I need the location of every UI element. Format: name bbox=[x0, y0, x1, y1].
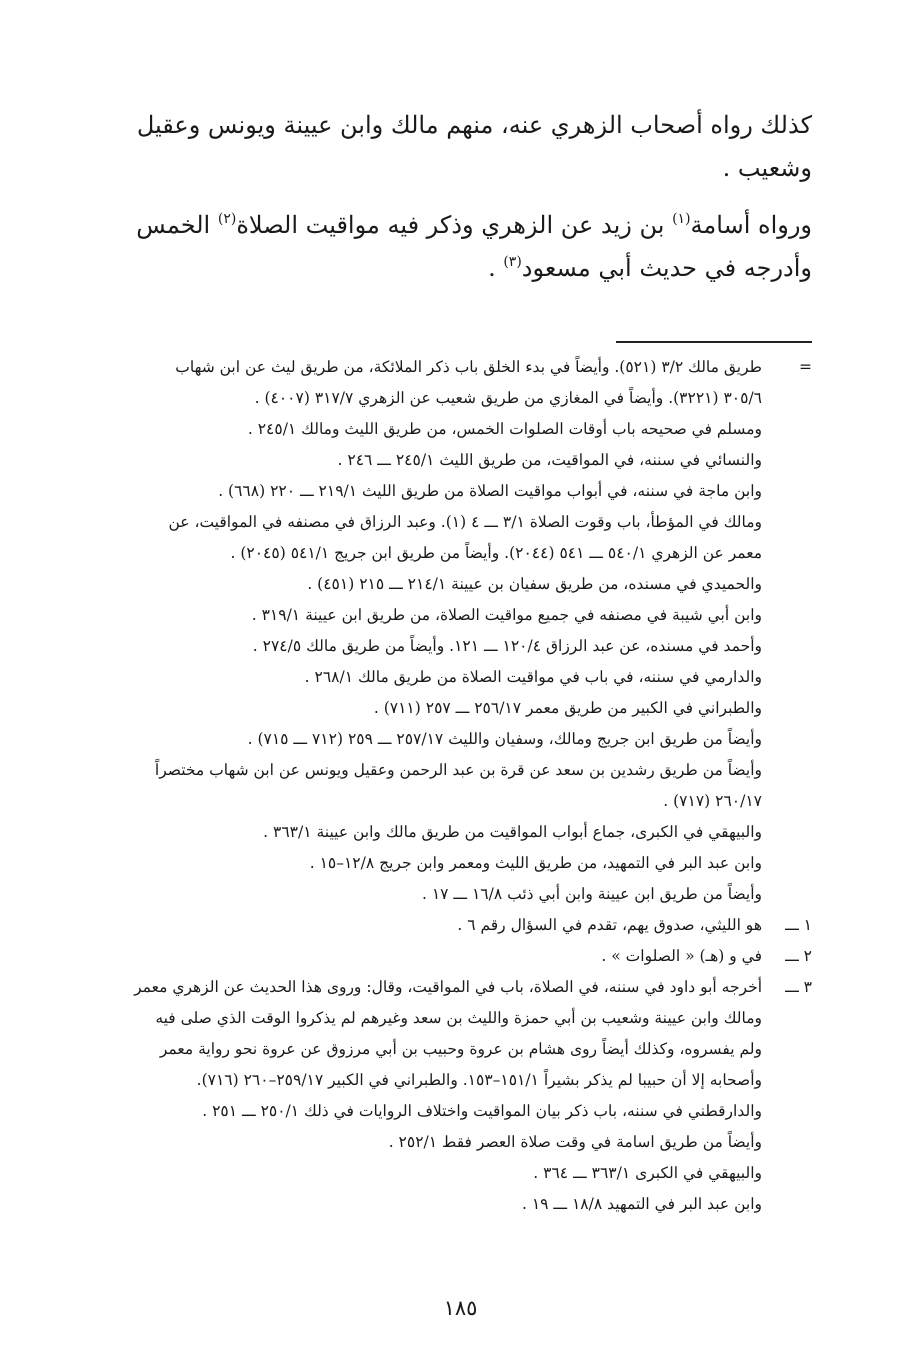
footnote-marker: ١ ـــ bbox=[785, 916, 812, 934]
footnote-text: ومالك وابن عيينة وشعيب بن أبي حمزة والليث بن سعد وغيرهم لم يذكروا الوقت الذي صلى فيه bbox=[155, 1009, 762, 1027]
footnote-ref-3[interactable]: (٣) bbox=[503, 254, 522, 270]
main-paragraph-2 bbox=[100, 204, 812, 290]
footnote-line bbox=[100, 848, 812, 879]
footnote-text: وابن عبد البر في التمهيد، من طريق الليث ومعمر وابن جريج ١٢/٨–١٥ . bbox=[309, 854, 762, 872]
main-text-segment: بن زيد عن الزهري وذكر فيه مواقيت الصلاة bbox=[236, 211, 673, 239]
main-line bbox=[100, 204, 812, 247]
footnote-text: وأصحابه إلا أن حبيبا لم يذكر بشيراً ١٥١/١–١٥٣. والطبراني في الكبير ٢٥٩/١٧–٢٦٠ (٧١٦). bbox=[196, 1071, 762, 1089]
footnote-line bbox=[100, 1096, 812, 1127]
page-number: ١٨٥ bbox=[443, 1296, 478, 1320]
footnote-text: ومسلم في صحيحه باب أوقات الصلوات الخمس، من طريق الليث ومالك ٢٤٥/١ . bbox=[247, 420, 762, 438]
footnote-marker: ٢ ـــ bbox=[785, 947, 812, 965]
footnote-line bbox=[100, 786, 812, 817]
footnote-text: وأيضاً من طريق ابن عيينة وابن أبي ذئب ١٦/٨ ـــ ١٧ . bbox=[421, 885, 762, 903]
main-paragraph-1 bbox=[100, 104, 812, 190]
footnote-text: طريق مالك ٣/٢ (٥٢١). وأيضاً في بدء الخلق باب ذكر الملائكة، من طريق ليث عن ابن شهاب bbox=[175, 358, 762, 376]
footnote-text: وابن عبد البر في التمهيد ١٨/٨ ـــ ١٩ . bbox=[521, 1195, 762, 1213]
footnote-line bbox=[100, 631, 812, 662]
footnote-line bbox=[100, 910, 812, 941]
footnote-text: وابن ماجة في سننه، في أبواب مواقيت الصلاة من طريق الليث ٢١٩/١ ـــ ٢٢٠ (٦٦٨) . bbox=[218, 482, 762, 500]
main-line: وشعيب . bbox=[722, 154, 812, 182]
footnote-line bbox=[100, 879, 812, 910]
footnote-line bbox=[100, 352, 812, 383]
footnotes bbox=[100, 352, 812, 1220]
main-line: كذلك رواه أصحاب الزهري عنه، منهم مالك وابن عيينة ويونس وعقيل bbox=[136, 111, 812, 139]
footnote-line bbox=[100, 1127, 812, 1158]
footnote-line bbox=[100, 445, 812, 476]
footnote-marker: ٣ ـــ bbox=[785, 978, 812, 996]
footnote-line bbox=[100, 1003, 812, 1034]
footnote-line bbox=[100, 755, 812, 786]
main-text-segment: الخمس bbox=[136, 211, 218, 239]
footnote-text: ولم يفسروه، وكذلك أيضاً روى هشام بن عروة وحبيب بن أبي مرزوق عن عروة نحو رواية معمر bbox=[159, 1040, 762, 1058]
footnote-line bbox=[100, 507, 812, 538]
footnote-text: ومالك في المؤطأ، باب وقوت الصلاة ٣/١ ـــ ٤ (١). وعبد الرزاق في مصنفه في المواقيت، عن bbox=[168, 513, 762, 531]
footnote-text: وأيضاً من طريق رشدين بن سعد عن قرة بن عبد الرحمن وعقيل ويونس عن ابن شهاب مختصراً bbox=[154, 761, 762, 779]
main-text-segment: . bbox=[488, 254, 504, 282]
footnote-text: والبيهقي في الكبرى، جماع أبواب المواقيت من طريق مالك وابن عيينة ٣٦٣/١ . bbox=[263, 823, 762, 841]
footnote-text: هو الليثي، صدوق يهم، تقدم في السؤال رقم ٦ . bbox=[457, 916, 762, 934]
footnote-line bbox=[100, 817, 812, 848]
footnote-text: والبيهقي في الكبرى ٣٦٣/١ ـــ ٣٦٤ . bbox=[533, 1164, 762, 1182]
footnote-line bbox=[100, 1065, 812, 1096]
footnote-line bbox=[100, 972, 812, 1003]
footnote-text: معمر عن الزهري ٥٤٠/١ ـــ ٥٤١ (٢٠٤٤). وأيضاً من طريق ابن جريج ٥٤١/١ (٢٠٤٥) . bbox=[230, 544, 762, 562]
footnote-line bbox=[100, 476, 812, 507]
footnote-line bbox=[100, 538, 812, 569]
footnote-text: والطبراني في الكبير من طريق معمر ٢٥٦/١٧ ـــ ٢٥٧ (٧١١) . bbox=[373, 699, 762, 717]
footnote-ref-2[interactable]: (٢) bbox=[217, 211, 237, 227]
footnote-marker: = bbox=[799, 358, 812, 376]
footnote-line bbox=[100, 662, 812, 693]
footnote-ref-1[interactable]: (١) bbox=[672, 211, 691, 227]
footnote-line bbox=[100, 941, 812, 972]
footnote-text: وأيضاً من طريق اسامة في وقت صلاة العصر فقط ٢٥٢/١ . bbox=[388, 1133, 762, 1151]
footnote-text: وأحمد في مسنده، عن عبد الرزاق ١٢٠/٤ ـــ ١٢١. وأيضاً من طريق مالك ٢٧٤/٥ . bbox=[252, 637, 762, 655]
footnote-text: والنسائي في سننه، في المواقيت، من طريق الليث ٢٤٥/١ ـــ ٢٤٦ . bbox=[337, 451, 762, 469]
footnote-line bbox=[100, 693, 812, 724]
footnote-text: ٢٦٠/١٧ (٧١٧) . bbox=[663, 792, 762, 810]
footnote-text: والدارقطني في سننه، باب ذكر بيان المواقيت واختلاف الروايات في ذلك ٢٥٠/١ ـــ ٢٥١ . bbox=[202, 1102, 762, 1120]
footnote-line bbox=[100, 724, 812, 755]
footnote-line bbox=[100, 1189, 812, 1220]
footnote-text: في و (هـ) « الصلوات » . bbox=[601, 947, 762, 965]
footnote-separator bbox=[616, 341, 812, 343]
footnote-line bbox=[100, 569, 812, 600]
footnote-text: وأيضاً من طريق ابن جريج ومالك، وسفيان والليث ٢٥٧/١٧ ـــ ٢٥٩ (٧١٢ ـــ ٧١٥) . bbox=[247, 730, 762, 748]
footnote-text: والدارمي في سننه، في باب في مواقيت الصلاة من طريق مالك ٢٦٨/١ . bbox=[304, 668, 762, 686]
footnote-line bbox=[100, 1158, 812, 1189]
footnote-line bbox=[100, 383, 812, 414]
main-text-segment: وأدرجه في حديث أبي مسعود bbox=[521, 254, 812, 282]
footnote-line bbox=[100, 600, 812, 631]
footnote-text: والحميدي في مسنده، من طريق سفيان بن عيينة ٢١٤/١ ـــ ٢١٥ (٤٥١) . bbox=[307, 575, 762, 593]
footnote-text: ٣٠٥/٦ (٣٢٢١). وأيضاً في المغازي من طريق شعيب عن الزهري ٣١٧/٧ (٤٠٠٧) . bbox=[254, 389, 762, 407]
footnote-line bbox=[100, 414, 812, 445]
main-text-segment: ورواه أسامة bbox=[690, 211, 812, 239]
footnote-line bbox=[100, 1034, 812, 1065]
main-line bbox=[100, 247, 812, 290]
footnote-text: أخرجه أبو داود في سننه، في الصلاة، باب في المواقيت، وقال: وروى هذا الحديث عن الزهري معمر bbox=[134, 978, 762, 996]
footnote-text: وابن أبي شيبة في مصنفه في جميع مواقيت الصلاة، من طريق ابن عيينة ٣١٩/١ . bbox=[251, 606, 762, 624]
